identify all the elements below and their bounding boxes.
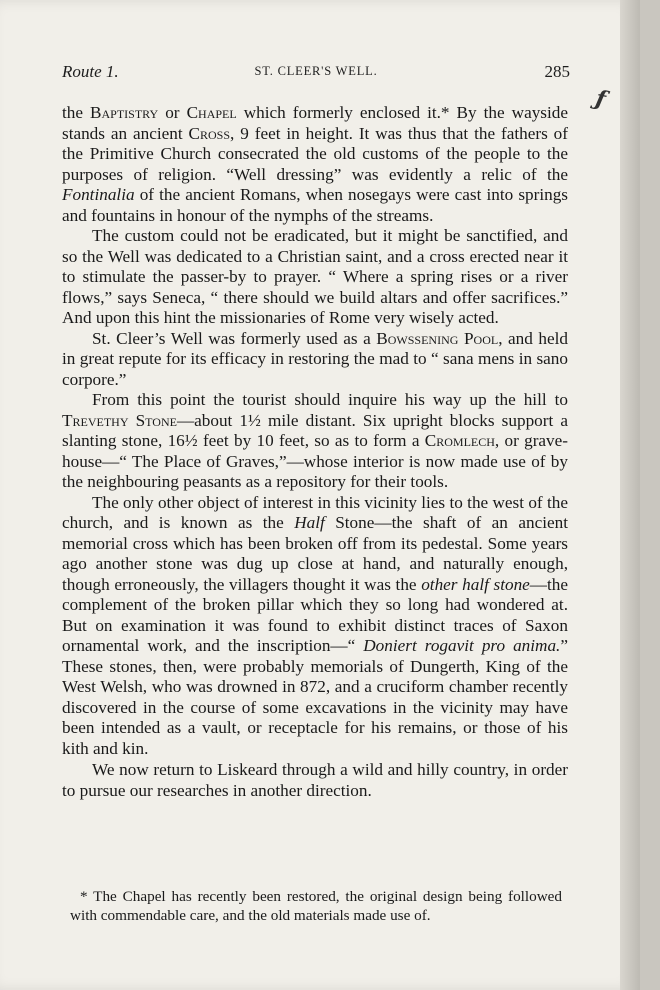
page-number: 285 xyxy=(544,62,570,81)
footnote: * The Chapel has recently been restored, the original design being followed with commendable care, and the old materials made use of. xyxy=(70,888,562,924)
margin-pencil-mark: ƒ xyxy=(593,85,609,113)
paragraph-half-stone: The only other object of interest in this vicinity lies to the west of the church, and is known as the Half Stone—the shaft of an ancient memorial cross which has been broken off from its pedestal. Some years ago another stone was dug up close at hand, and naturally enough, though erroneously, the villagers thought it was the other half stone—the complement of the broken pillar which they so long had wondered at. But on examination it was found to exhibit distinct traces of Saxon ornamental work, and the inscription—“ Doniert rogavit pro anima.” These stones, then, were probably memorials of Dungerth, King of the West Welsh, who was drowned in 872, and a cruciform chamber recently discovered in the course of some excavations in the vicinity may have been intended as a vault, or receptacle for his remains, or those of his kith and kin. xyxy=(62,492,568,758)
term-baptistry: Baptistry xyxy=(90,103,159,122)
term-half: Half xyxy=(294,513,325,532)
running-header xyxy=(62,62,570,86)
route-label: Route 1. xyxy=(62,62,119,81)
term-cromlech: Cromlech xyxy=(424,431,495,450)
paragraph-baptistry: the Baptistry or Chapel which formerly enclosed it.* By the wayside stands an ancient Cross, 9 feet in height. It was thus that the fathers of the Primitive Church consecrated the old customs of the people to the purposes of religion. “Well dressing” was evidently a relic of the Fontinalia of the ancient Romans, when nosegays were cast into springs and fountains in honour of the nymphs of the streams. xyxy=(62,103,568,225)
page-edge-shadow xyxy=(620,0,640,990)
running-title: ST. CLEER'S WELL. xyxy=(254,64,378,78)
term-other-half-stone: other half stone xyxy=(421,574,530,594)
term-fontinalia: Fontinalia xyxy=(62,185,135,204)
paragraph-return: We now return to Liskeard through a wild and hilly country, in order to pursue our researches in another direction. xyxy=(62,760,568,800)
paragraph-trevethy: From this point the tourist should inquire his way up the hill to Trevethy Stone—about 1½ mile distant. Six upright blocks support a slanting stone, 16½ feet by 10 feet, so as to form a Cromlech, or grave-house—“ The Place of Graves,”—whose interior is now made use of by the neighbouring peasants as a repository for their tools. xyxy=(62,390,568,491)
paragraph-well: St. Cleer’s Well was formerly used as a Bowssening Pool, and held in great repute for its efficacy in restoring the mad to “ sana mens in sano corpore.” xyxy=(62,328,568,389)
term-cross: Cross xyxy=(188,123,231,143)
body-text xyxy=(62,103,568,801)
term-chapel: Chapel xyxy=(186,103,237,122)
term-trevethy-stone: Trevethy Stone xyxy=(62,410,177,430)
paragraph-custom: The custom could not be eradicated, but it might be sanctified, and so the Well was dedicated to a Christian saint, and a cross erected near it to stimulate the passer-by to prayer. “ Where a spring rises or a river flows,” says Seneca, “ there should we build altars and offer sacrifices.” And upon this hint the missionaries of Rome very wisely acted. xyxy=(62,226,568,327)
term-bowssening-pool: Bowssening Pool xyxy=(376,328,499,348)
term-inscription: Doniert rogavit pro anima. xyxy=(363,636,561,655)
